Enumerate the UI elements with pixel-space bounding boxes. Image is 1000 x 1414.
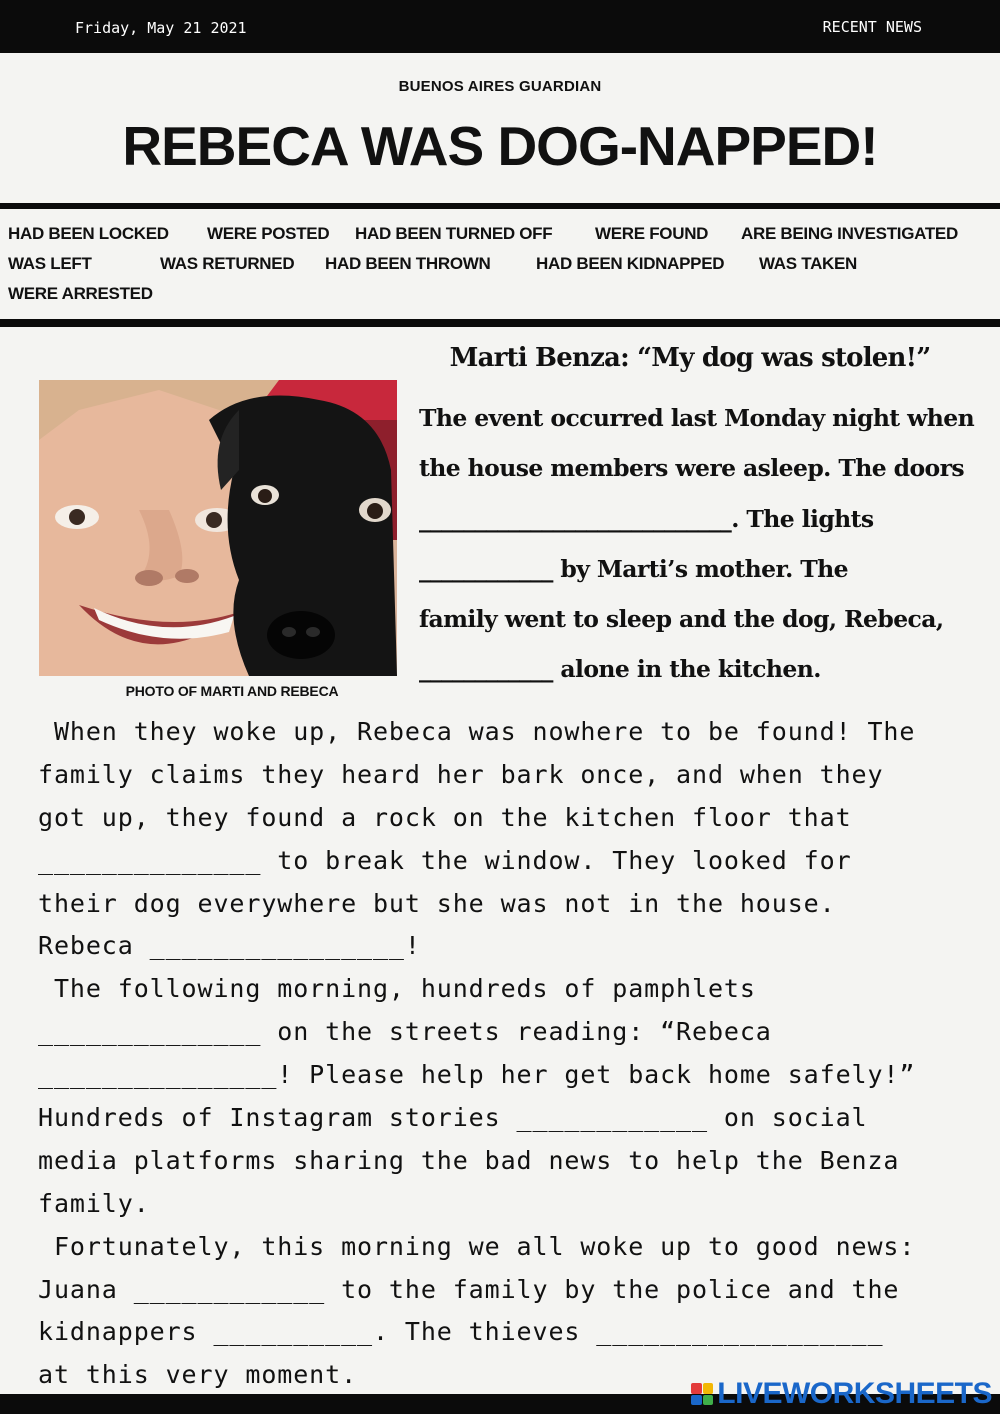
word-bank-item: WAS LEFT: [8, 254, 92, 273]
word-bank-item: HAD BEEN KIDNAPPED: [536, 254, 725, 273]
liveworksheets-logo[interactable]: [691, 1376, 992, 1412]
photo-marti-rebeca: [39, 380, 397, 676]
text-line: media platforms sharing the bad news to help the Benza: [38, 1145, 900, 1175]
text-line: The following morning, hundreds of pamphlets: [38, 974, 756, 1004]
newspaper-name: BUENOS AIRES GUARDIAN: [398, 78, 602, 95]
text-line-with-blank: Hundreds of Instagram stories ____________ on social: [38, 1103, 868, 1133]
top-rule: [0, 203, 1000, 209]
text-line: got up, they found a rock on the kitchen floor that: [38, 802, 852, 832]
word-bank-item: ARE BEING INVESTIGATED: [741, 224, 958, 243]
recent-news-label: RECENT NEWS: [822, 18, 922, 36]
article-body: [38, 711, 988, 1397]
text-line: family.: [38, 1188, 150, 1218]
word-bank-item: WAS RETURNED: [160, 254, 295, 273]
photo-caption: PHOTO OF MARTI AND REBECA: [125, 683, 339, 699]
article-intro: [419, 396, 979, 698]
word-bank-item: HAD BEEN THROWN: [325, 254, 491, 273]
text-line-with-blank: _______________! Please help her get back home safely!”: [38, 1060, 916, 1090]
brand-name: LIVEWORKSHEETS: [717, 1377, 992, 1410]
text-line-with-blank: ____________ alone in the kitchen.: [419, 655, 821, 684]
issue-date: Friday, May 21 2021: [75, 19, 247, 37]
text-line-with-blank: kidnappers __________. The thieves __________________: [38, 1317, 884, 1347]
text-line-with-blank: ____________ by Marti’s mother. The: [419, 554, 848, 583]
text-line: family went to sleep and the dog, Rebeca,: [419, 605, 944, 634]
text-line: Fortunately, this morning we all woke up to good news:: [38, 1231, 916, 1261]
word-bank-item: WAS TAKEN: [759, 254, 858, 273]
word-bank-item: HAD BEEN TURNED OFF: [355, 224, 553, 243]
word-bank-row: [8, 278, 998, 308]
text-line-with-blank: Juana ____________ to the family by the police and the: [38, 1274, 900, 1304]
bottom-rule: [0, 319, 1000, 327]
word-bank-item: WERE FOUND: [595, 224, 709, 243]
article-subhead: Marti Benza: “My dog was stolen!”: [449, 343, 931, 373]
word-bank: [8, 218, 998, 308]
word-bank-row: [8, 218, 998, 248]
text-line-with-blank: ____________________________. The lights: [419, 504, 874, 533]
word-bank-item: HAD BEEN LOCKED: [8, 224, 169, 243]
text-line: at this very moment.: [38, 1360, 358, 1390]
word-bank-item: WERE ARRESTED: [8, 284, 153, 303]
text-line-with-blank: Rebeca ________________!: [38, 931, 421, 961]
word-bank-row: [8, 248, 998, 278]
text-line: their dog everywhere but she was not in the house.: [38, 888, 836, 918]
word-bank-item: WERE POSTED: [207, 224, 330, 243]
text-line: When they woke up, Rebeca was nowhere to be found! The: [38, 717, 916, 746]
text-line: the house members were asleep. The doors: [419, 454, 965, 483]
text-line: The event occurred last Monday night when: [419, 404, 975, 432]
headline: REBECA WAS DOG-NAPPED!: [122, 115, 878, 177]
liveworksheets-icon: [691, 1383, 713, 1405]
text-line-with-blank: ______________ to break the window. They looked for: [38, 845, 852, 875]
text-line-with-blank: ______________ on the streets reading: “Rebeca: [38, 1017, 772, 1047]
top-bar: [0, 0, 1000, 53]
text-line: family claims they heard her bark once, and when they: [38, 759, 884, 789]
